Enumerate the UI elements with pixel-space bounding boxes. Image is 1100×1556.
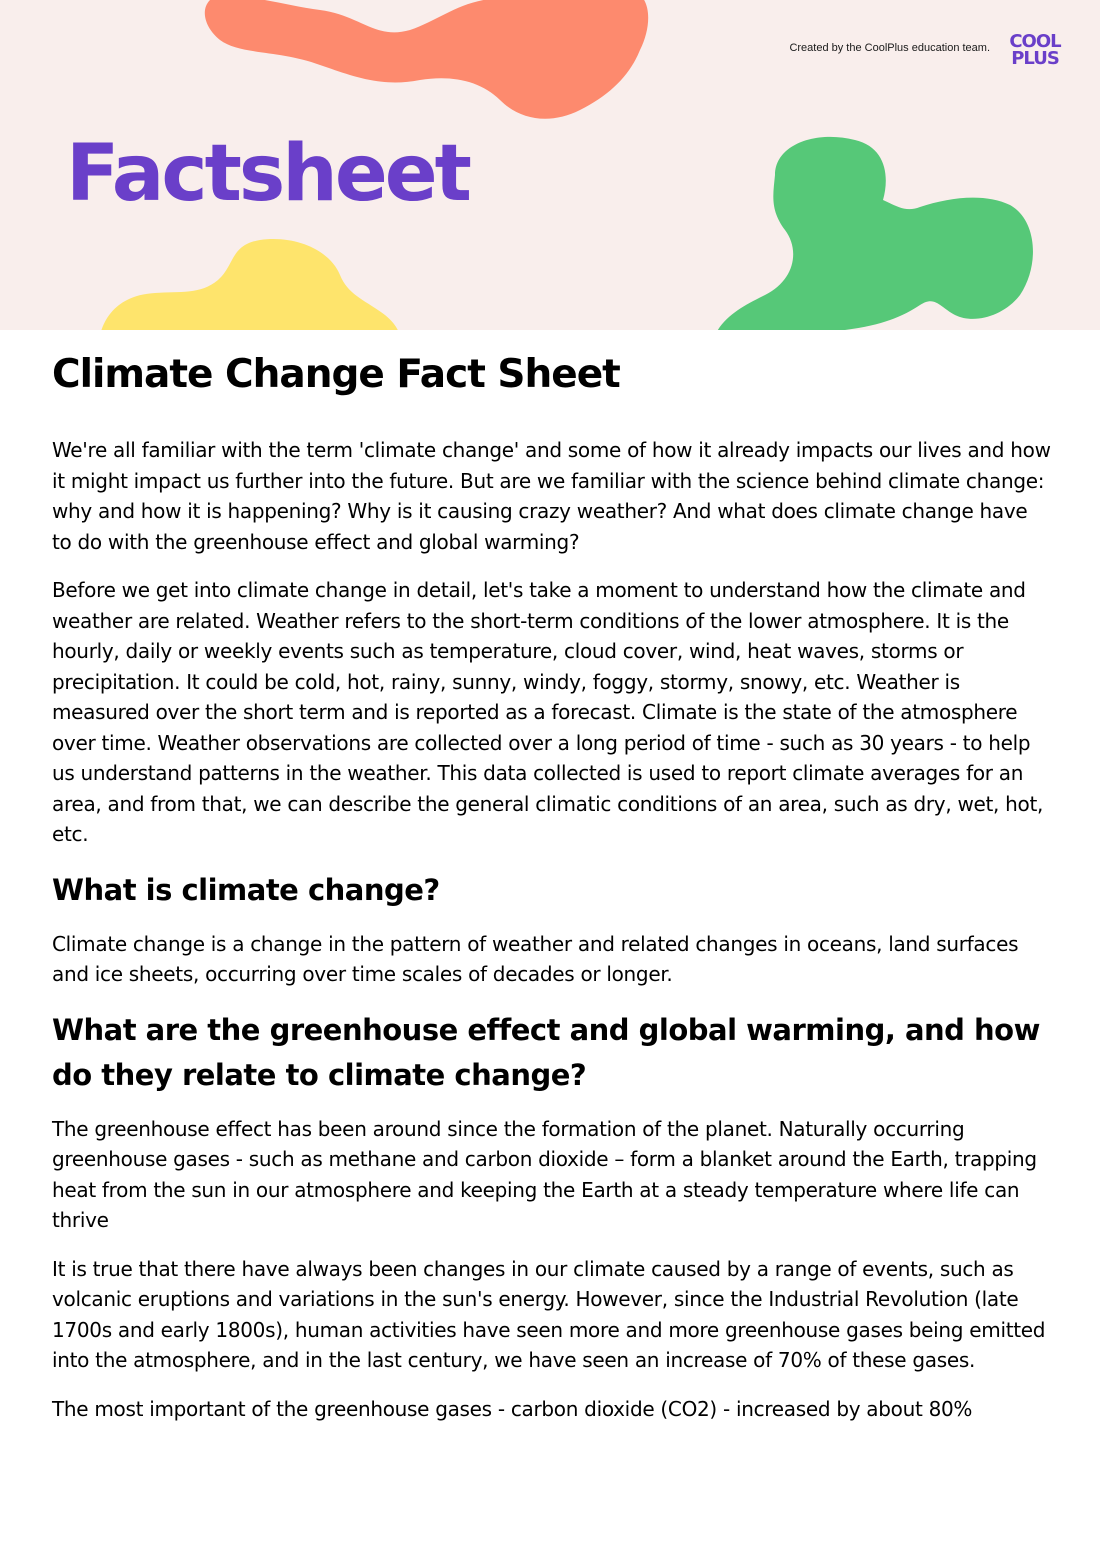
orange-paint-blob (200, 0, 660, 130)
credit-text: Created by the CoolPlus education team. (789, 42, 990, 54)
greenhouse-paragraph-3: The most important of the greenhouse gases - carbon dioxide (CO2) - increased by about 80% (52, 1396, 973, 1421)
heading-what-is-climate-change: What is climate change? (52, 872, 440, 907)
page-header (0, 0, 1100, 330)
article-body (52, 345, 1052, 1442)
greenhouse-paragraph-1: The greenhouse effect has been around since the formation of the planet. Naturally occurring greenhouse gases - such as methane and carbon dioxide – form a blanket around the Earth, trapping heat from the sun in our atmosphere and keeping the Earth at a steady temperature where life can thrive (52, 1116, 1037, 1232)
logo-line-cool: COOL (1009, 31, 1061, 52)
banner-title: Factsheet (66, 129, 469, 219)
green-paint-blob (705, 135, 1040, 330)
page-title: Climate Change Fact Sheet (52, 352, 620, 397)
coolplus-logo[interactable] (1003, 33, 1067, 67)
heading-greenhouse-effect: What are the greenhouse effect and global warming, and how do they relate to climate change? (52, 1012, 1040, 1092)
what-is-paragraph: Climate change is a change in the pattern of weather and related changes in oceans, land surfaces and ice sheets, occurring over time scales of decades or longer. (52, 931, 1019, 986)
intro-paragraph-1: We're all familiar with the term 'climate change' and some of how it already impacts our lives and how it might impact us further into the future. But are we familiar with the science behind climate change: why and how it is happening? Why is it causing crazy weather? And what does climate change have to do with the greenhouse effect and global warming? (52, 438, 1051, 554)
yellow-paint-blob (100, 235, 400, 330)
intro-paragraph-2: Before we get into climate change in detail, let's take a moment to understand how the climate and weather are related. Weather refers to the short-term conditions of the lower atmosphere. It is the hourly, daily or weekly events such as temperature, cloud cover, wind, heat waves, storms or precipitation. It could be cold, hot, rainy, sunny, windy, foggy, stormy, snowy, etc. Weather is measured over the short term and is reported as a forecast. Climate is the state of the atmosphere over time. Weather observations are collected over a long period of time - such as 30 years - to help us understand patterns in the weather. This data collected is used to report climate averages for an area, and from that, we can describe the general climatic conditions of an area, such as dry, wet, hot, etc. (52, 578, 1044, 846)
greenhouse-paragraph-2: It is true that there have always been changes in our climate caused by a range of events, such as volcanic eruptions and variations in the sun's energy. However, since the Industrial Revolution (late 1700s and early 1800s), human activities have seen more and more greenhouse gases being emitted into the atmosphere, and in the last century, we have seen an increase of 70% of these gases. (52, 1256, 1046, 1372)
logo-line-plus: PLUS (1011, 48, 1059, 69)
